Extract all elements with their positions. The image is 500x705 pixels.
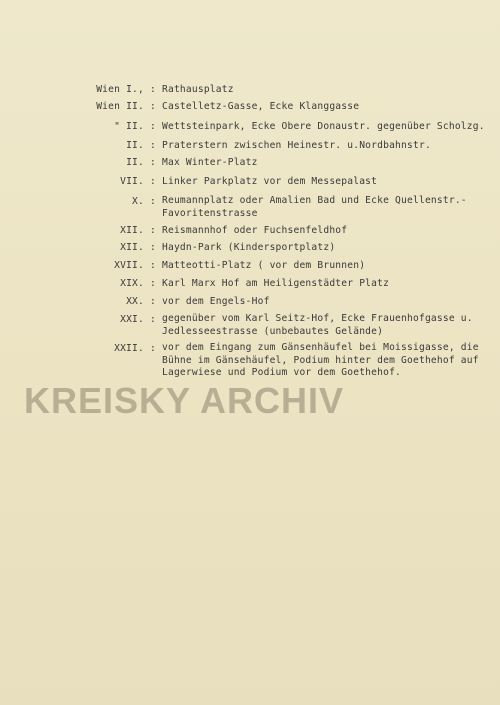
district-label: Wien I., [96, 84, 144, 95]
district-label: XX. [126, 296, 144, 307]
location-text: Castelletz-Gasse, Ecke Klanggasse [162, 101, 360, 112]
location-text: vor dem Eingang zum Gänsenhäufel bei Moissigasse, die Bühne im Gänsehäufel, Podium hinter dem Goethehof auf Lagerwiese und Podium vor dem Goethehof. [162, 342, 479, 378]
location-text: Matteotti-Platz ( vor dem Brunnen) [162, 260, 366, 271]
district-label: XXII. [114, 343, 144, 354]
separator: : [150, 101, 156, 112]
separator: : [150, 343, 156, 354]
location-text: Reismannhof oder Fuchsenfeldhof [162, 225, 348, 236]
district-label: XII. [120, 242, 144, 253]
district-label: Wien II. [96, 101, 144, 112]
location-text: gegenüber vom Karl Seitz-Hof, Ecke Frauenhofgasse u. Jedlesseestrasse (unbebautes Gelände) [162, 313, 473, 337]
separator: : [150, 296, 156, 307]
district-label: " II. [114, 121, 144, 132]
location-text: Max Winter-Platz [162, 157, 258, 168]
location-text: Linker Parkplatz vor dem Messepalast [162, 176, 378, 187]
separator: : [150, 196, 156, 207]
district-label: XXI. [120, 314, 144, 325]
location-text: Reumannplatz oder Amalien Bad und Ecke Quellenstr.- Favoritenstrasse [162, 195, 467, 219]
separator: : [150, 157, 156, 168]
separator: : [150, 140, 156, 151]
district-label: II. [126, 140, 144, 151]
district-label: XII. [120, 225, 144, 236]
district-label: II. [126, 157, 144, 168]
separator: : [150, 242, 156, 253]
separator: : [150, 260, 156, 271]
district-label: XIX. [120, 278, 144, 289]
separator: : [150, 225, 156, 236]
district-label: VII. [120, 176, 144, 187]
location-text: Praterstern zwischen Heinestr. u.Nordbahnstr. [162, 140, 431, 151]
location-text: vor dem Engels-Hof [162, 296, 270, 307]
location-text: Karl Marx Hof am Heiligenstädter Platz [162, 278, 390, 289]
archive-watermark: KREISKY ARCHIV [24, 380, 345, 421]
district-label: X. [132, 196, 144, 207]
location-text: Haydn-Park (Kindersportplatz) [162, 242, 336, 253]
separator: : [150, 121, 156, 132]
separator: : [150, 84, 156, 95]
location-text: Wettsteinpark, Ecke Obere Donaustr. gegenüber Scholzg. [162, 121, 485, 132]
separator: : [150, 176, 156, 187]
district-label: XVII. [114, 260, 144, 271]
separator: : [150, 314, 156, 325]
separator: : [150, 278, 156, 289]
location-text: Rathausplatz [162, 84, 234, 95]
